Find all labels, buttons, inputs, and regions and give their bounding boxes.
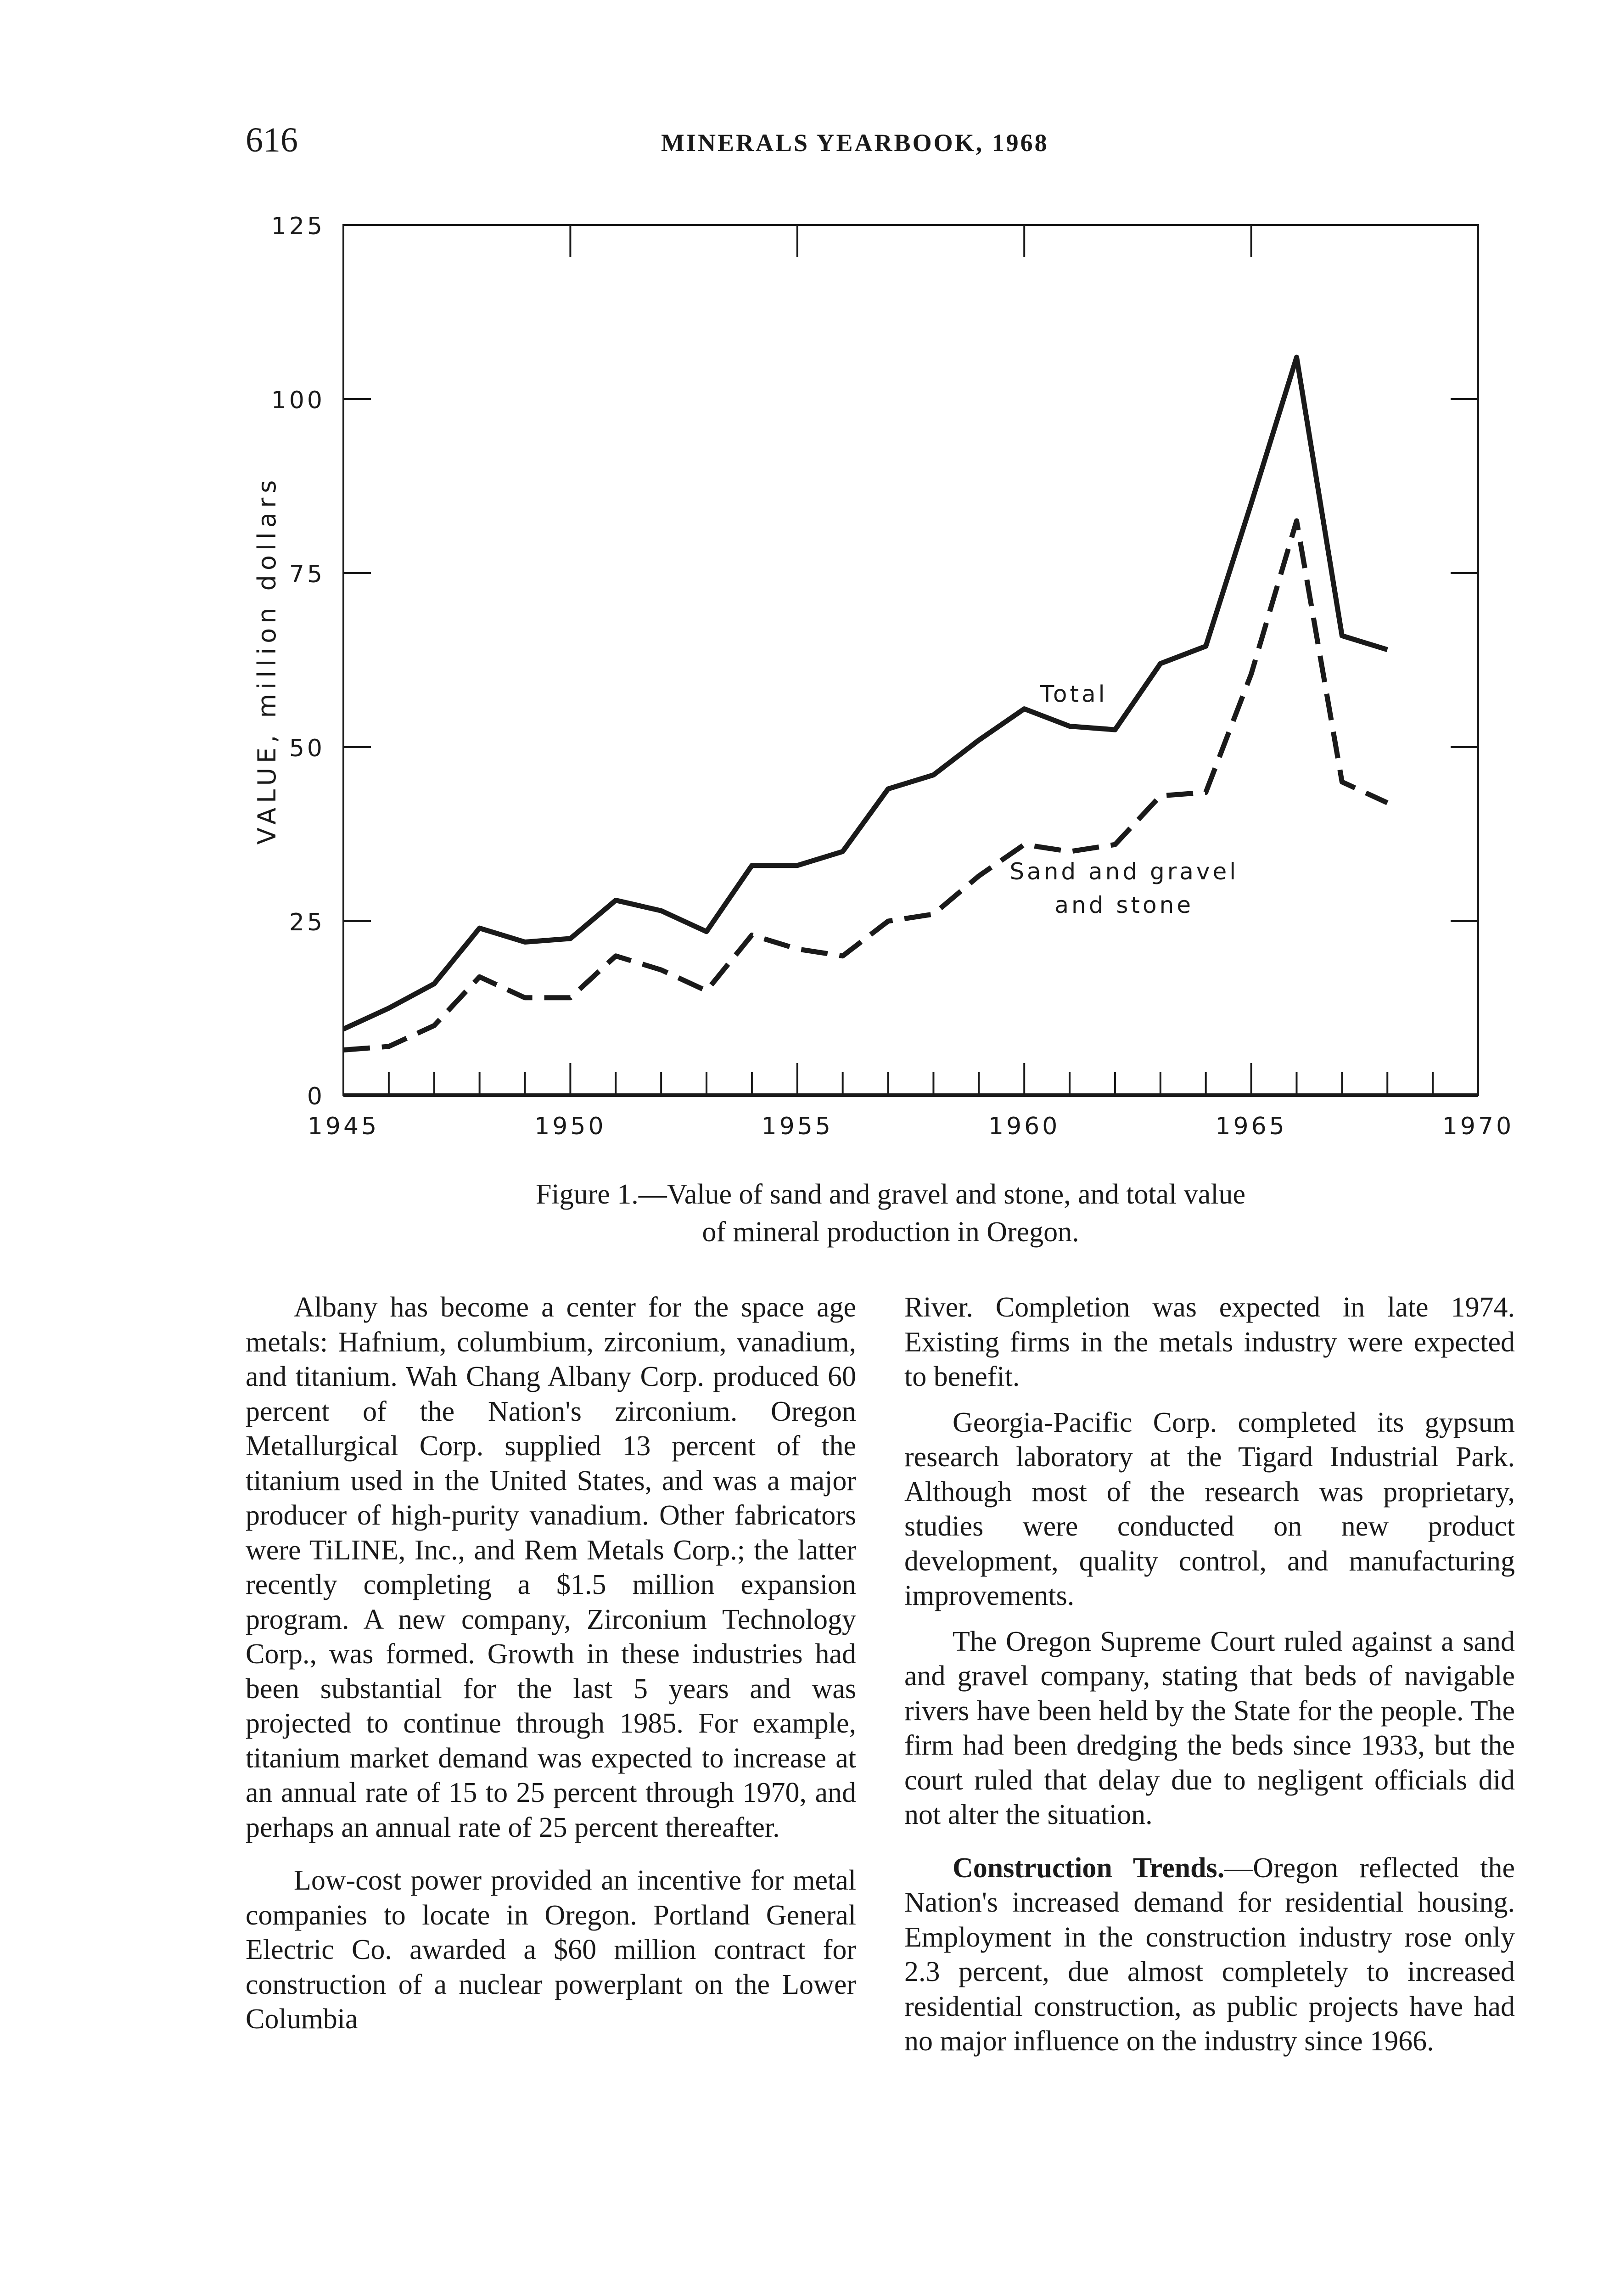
series-line-sand-gravel-stone: [343, 521, 1387, 1050]
chart-ticks: [343, 225, 1478, 1095]
y-tick-label: 25: [289, 909, 325, 936]
right-paragraph-2: Georgia-Pacific Corp. completed its gypsum research laboratory at the Tigard Industrial Park. Although most of the research was proprietary, studies were conducted on new product development, quality control, and manufacturing improvements.: [904, 1407, 1515, 1611]
y-tick-label: 75: [289, 561, 325, 588]
chart-lines: [343, 357, 1387, 1050]
x-tick-label: 1955: [761, 1113, 833, 1140]
figure-caption: [404, 1176, 1377, 1251]
y-tick-label: 0: [307, 1083, 325, 1110]
left-column: [246, 1290, 856, 2048]
right-paragraph-4: [904, 1851, 1515, 2059]
right-paragraph-1: River. Completion was expected in late 1974. Existing firms in the metals industry were expected to benefit.: [904, 1292, 1515, 1392]
right-column: [904, 1290, 1515, 2070]
right-paragraph-3: The Oregon Supreme Court ruled against a sand and gravel company, stating that beds of navigable rivers have been held by the State for the people. The firm had been dredging the beds since 1933, but the court ruled that delay due to negligent officials did not alter the situation.: [904, 1626, 1515, 1830]
x-tick-label: 1970: [1442, 1113, 1514, 1140]
section-heading: Construction Trends.: [953, 1852, 1225, 1884]
y-tick-label: 100: [271, 387, 325, 414]
x-tick-label: 1960: [988, 1113, 1060, 1140]
x-tick-label: 1965: [1215, 1113, 1287, 1140]
y-tick-label: 50: [289, 735, 325, 762]
page-number: 616: [246, 121, 298, 159]
caption-line-1: Figure 1.—Value of sand and gravel and stone, and total value: [535, 1179, 1246, 1210]
running-head: MINERALS YEARBOOK, 1968: [661, 129, 1049, 157]
annotation-sand-line-1: Sand and gravel: [1009, 858, 1239, 885]
y-axis-title: VALUE, million dollars: [252, 475, 281, 845]
left-paragraph-2: Low-cost power provided an incentive for metal companies to locate in Oregon. Portland General Electric Co. awarded a $60 million contract for construction of a nuclear powerplant on the Lower Columbia: [246, 1865, 856, 2035]
series-line-total: [343, 357, 1387, 1029]
left-paragraph-1: Albany has become a center for the space age metals: Hafnium, columbium, zirconium, vanadium, and titanium. Wah Chang Albany Corp. produced 60 percent of the Nation's zirconium. Oregon Metallurgical Corp. supplied 13 percent of the titanium used in the United States, and was a major producer of high-purity vanadium. Other fabricators were TiLINE, Inc., and Rem Metals Corp.; the latter recently completing a $1.5 million expansion program. A new company, Zirconium Technology Corp., was formed. Growth in these industries had been substantial for the last 5 years and was projected to continue through 1985. For example, titanium market demand was expected to increase at an annual rate of 15 to 25 percent through 1970, and perhaps an annual rate of 25 percent thereafter.: [246, 1292, 856, 1843]
x-tick-label: 1945: [307, 1113, 380, 1140]
y-tick-label: 125: [271, 213, 325, 240]
section-text: —Oregon reflected the Nation's increased demand for residential housing. Employment in the construction industry rose only 2.3 percent, due almost completely to increased residential construction, as public projects have had no major influence on the industry since 1966.: [904, 1852, 1515, 2057]
chart-frame: [343, 225, 1478, 1095]
annotation-total: Total: [1040, 681, 1108, 708]
x-tick-label: 1950: [534, 1113, 606, 1140]
annotation-sand-line-2: and stone: [1054, 891, 1194, 918]
plot-frame: [343, 225, 1478, 1095]
caption-line-2: of mineral production in Oregon.: [702, 1216, 1079, 1248]
